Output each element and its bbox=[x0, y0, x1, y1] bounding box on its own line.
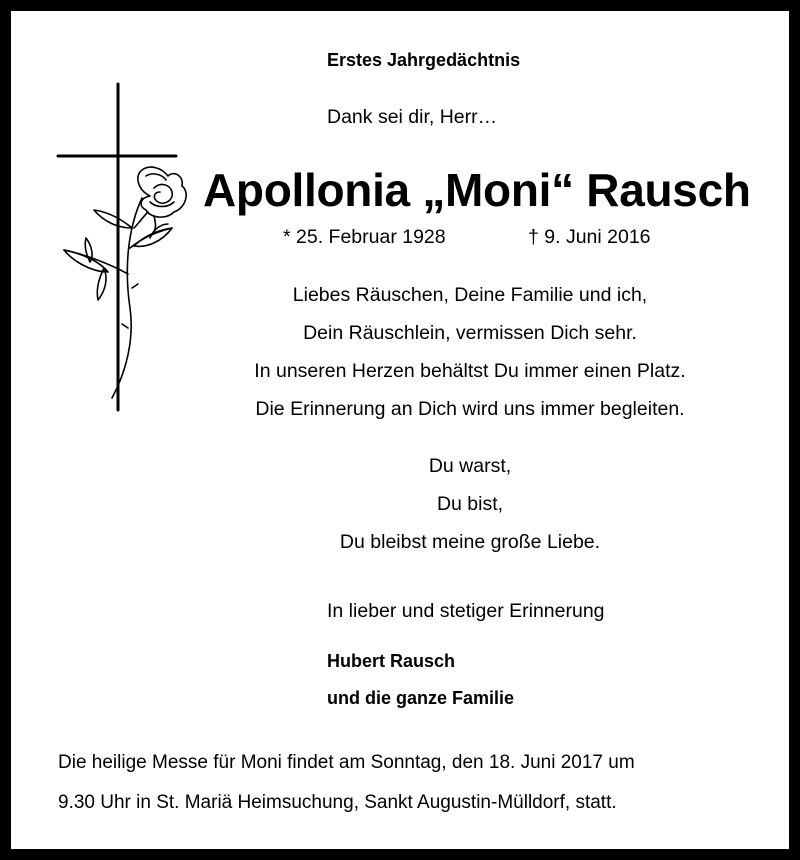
birth-date: * 25. Februar 1928 bbox=[283, 226, 446, 248]
signature-name: Hubert Rausch bbox=[327, 651, 456, 671]
verse-line: Liebes Räuschen, Deine Familie und ich, bbox=[292, 284, 648, 306]
cross-with-rose-icon bbox=[50, 78, 200, 418]
signature-family: und die ganze Familie bbox=[327, 688, 515, 708]
love-line: Du warst, bbox=[428, 455, 512, 477]
love-line: Du bist, bbox=[436, 493, 504, 515]
death-date: † 9. Juni 2016 bbox=[528, 226, 651, 248]
love-line: Du bleibst meine große Liebe. bbox=[339, 531, 601, 553]
memory-line: In lieber und stetiger Erinnerung bbox=[327, 600, 605, 622]
verse-line: Dein Räuschlein, vermissen Dich sehr. bbox=[303, 322, 637, 344]
motto-text: Dank sei dir, Herr… bbox=[327, 106, 498, 128]
mass-announcement-line: 9.30 Uhr in St. Mariä Heimsuchung, Sankt Augustin-Mülldorf, statt. bbox=[58, 792, 617, 813]
anniversary-heading: Erstes Jahrgedächtnis bbox=[327, 50, 521, 70]
verse-line: Die Erinnerung an Dich wird uns immer begleiten. bbox=[255, 398, 685, 420]
deceased-name: Apollonia „Moni“ Rausch bbox=[203, 164, 751, 216]
verse-line: In unseren Herzen behältst Du immer einen Platz. bbox=[254, 360, 686, 382]
mass-announcement-line: Die heilige Messe für Moni findet am Sonntag, den 18. Juni 2017 um bbox=[58, 752, 635, 773]
